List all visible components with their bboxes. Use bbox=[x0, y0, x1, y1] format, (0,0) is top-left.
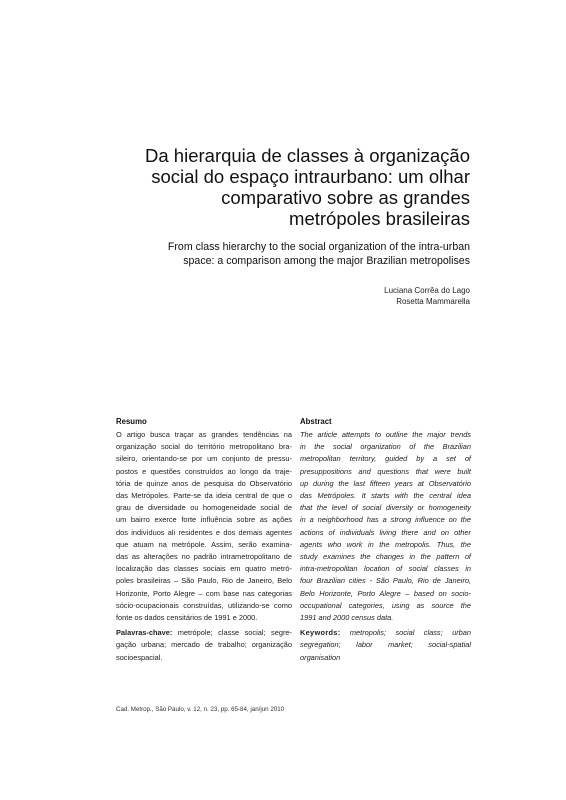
author-list bbox=[270, 285, 470, 307]
subtitle-line: space: a comparison among the major Brazilian metropolises bbox=[183, 255, 470, 267]
resumo-keywords-first-line bbox=[116, 627, 292, 639]
resumo-line: um bairro exerce forte influência sobre as ações bbox=[116, 515, 292, 525]
resumo-line: fonte os dados censitários de 1991 e 2000. bbox=[116, 613, 258, 623]
abstract-line: das Metrópoles. It starts with the central idea bbox=[300, 491, 471, 501]
abstract-line: up during the last fifteen years at Observatório bbox=[300, 478, 471, 488]
author-name: Rosetta Mammarella bbox=[396, 297, 470, 306]
resumo-line: dos indivíduos ali residentes e dos demais agentes bbox=[116, 527, 292, 537]
abstract-line: The article attempts to outline the major trends bbox=[300, 430, 471, 439]
article-title bbox=[110, 145, 470, 229]
abstract-line: in the social organization of the Brazilian bbox=[300, 442, 471, 452]
resumo-line: grau de diversidade ou homogeneidade social de bbox=[116, 503, 292, 513]
abstract-line: occupational categories, using as source the bbox=[300, 600, 471, 610]
abstract-line: intra-metropolitan location of social classes in bbox=[300, 564, 471, 574]
resumo-heading: Resumo bbox=[116, 417, 147, 426]
abstract-line: agents who work in the metropolis. Thus, the bbox=[300, 539, 471, 549]
abstract-line: that the level of social diversity or homogeneity bbox=[300, 503, 471, 513]
author-name: Luciana Corrêa do Lago bbox=[384, 286, 470, 295]
abstract-line: actions of individuals living there and on other bbox=[300, 527, 471, 537]
abstract-keywords-label: Keywords: bbox=[300, 628, 341, 638]
title-line: comparativo sobre as grandes bbox=[221, 187, 470, 208]
abstract-heading: Abstract bbox=[300, 417, 332, 426]
abstract-keywords-line: organisation bbox=[300, 652, 341, 662]
resumo-line: poles brasileiras – São Paulo, Rio de Janeiro, Belo bbox=[116, 576, 292, 586]
abstract-line: study examines the changes in the pattern of bbox=[300, 552, 471, 562]
journal-citation: Cad. Metrop., São Paulo, v. 12, n. 23, pp. 65-84, jan/jun 2010 bbox=[116, 706, 285, 713]
resumo-line: O artigo busca traçar as grandes tendências na bbox=[116, 430, 292, 439]
resumo-keywords-line: gação urbana; mercado de trabalho; organização bbox=[116, 640, 292, 650]
resumo-line: postos e questões construídos ao longo da traje- bbox=[116, 466, 292, 476]
resumo-line: que atuam na metrópole. Assim, serão examina- bbox=[116, 539, 292, 549]
abstract-keywords-line: segregation; labor market; social-spatial bbox=[300, 640, 471, 650]
resumo-keywords-label: Palavras-chave: bbox=[116, 628, 173, 638]
abstract-line: presuppositions and questions that were built bbox=[300, 466, 471, 476]
resumo-keywords bbox=[116, 627, 292, 664]
resumo-line: sócio-ocupacionais construídas, utilizando-se como bbox=[116, 600, 292, 610]
article-subtitle bbox=[90, 240, 470, 268]
abstract-line: Belo Horizonte, Porto Alegre – based on socio- bbox=[300, 588, 471, 598]
resumo-section bbox=[116, 416, 292, 664]
title-line: metrópoles brasileiras bbox=[289, 208, 470, 229]
abstract-line: in a neighborhood has a strong influence on the bbox=[300, 515, 471, 525]
abstract-line: metropolitan territory, guided by a set of bbox=[300, 454, 471, 464]
title-line: Da hierarquia de classes à organização bbox=[145, 145, 470, 166]
abstract-keywords-text: metropolis; social class; urban bbox=[340, 628, 471, 638]
resumo-keywords-text: metrópole; classe social; segre- bbox=[172, 628, 292, 638]
resumo-line: Horizonte, Porto Alegre – com base nas categorias bbox=[116, 588, 292, 598]
resumo-line: tória de quinze anos de pesquisa do Observatório bbox=[116, 478, 292, 488]
abstract-section bbox=[300, 416, 471, 664]
resumo-line: das Metrópoles. Parte-se da ideia central de que o bbox=[116, 491, 292, 501]
resumo-line: localização das classes sociais em quatro metró- bbox=[116, 564, 292, 574]
title-line: social do espaço intraurbano: um olhar bbox=[151, 166, 470, 187]
resumo-line: das as alterações no padrão intrametropolitano de bbox=[116, 552, 292, 562]
subtitle-line: From class hierarchy to the social organization of the intra-urban bbox=[167, 241, 470, 253]
abstract-line: four Brazilian cities - São Paulo, Rio de Janeiro, bbox=[300, 576, 471, 586]
abstract-keywords-first-line bbox=[300, 627, 471, 639]
resumo-line: organização social do território metropolitano bra- bbox=[116, 442, 292, 452]
abstract-keywords bbox=[300, 627, 471, 664]
resumo-line: sileiro, orientando-se por um conjunto de pressu- bbox=[116, 454, 292, 464]
abstract-line: 1991 and 2000 census data. bbox=[300, 613, 394, 623]
resumo-keywords-line: socioespacial. bbox=[116, 652, 163, 662]
